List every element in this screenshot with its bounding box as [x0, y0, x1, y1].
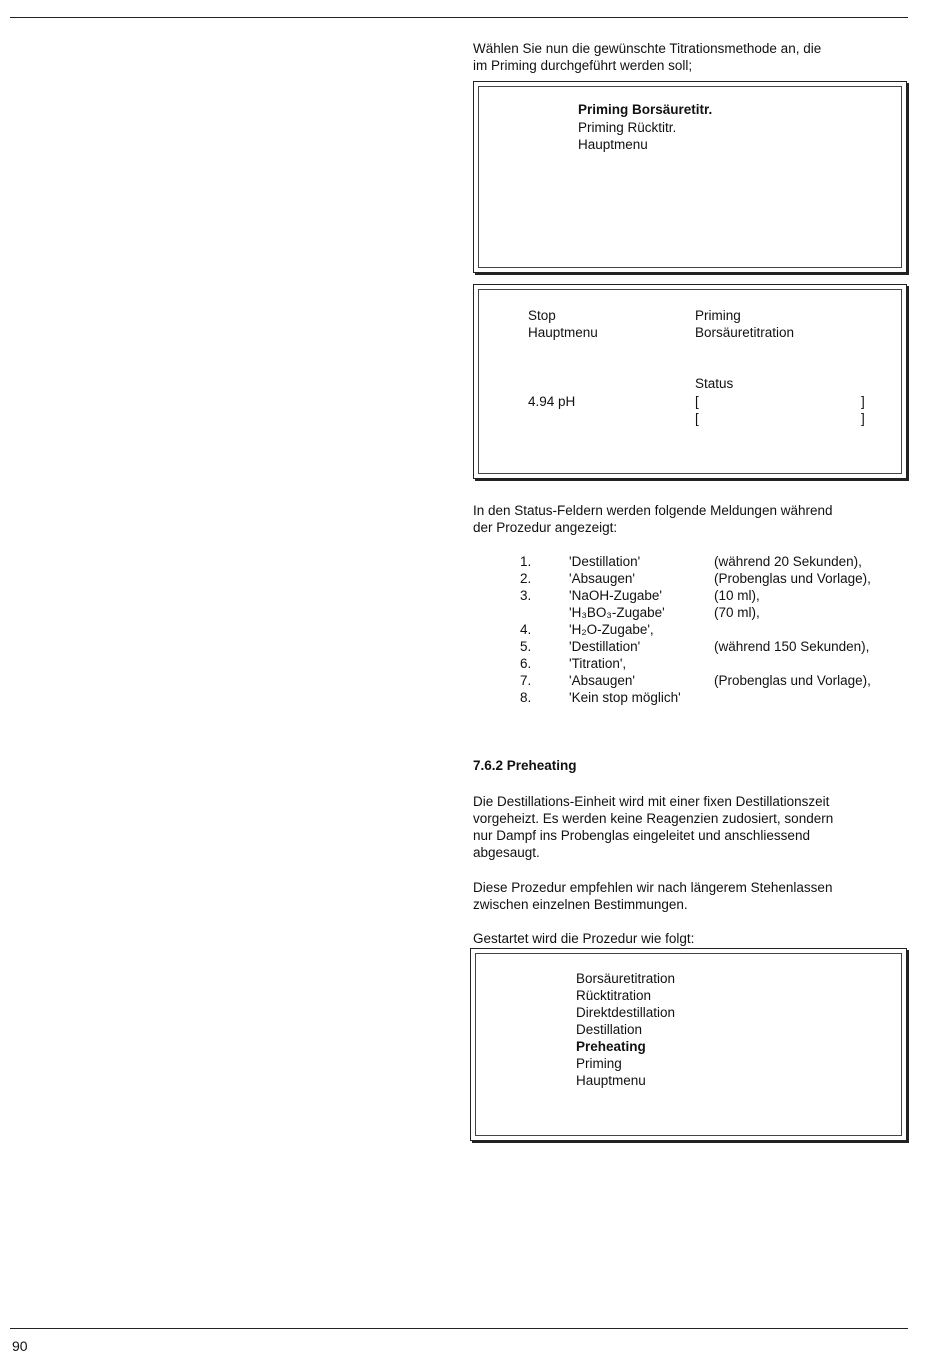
list-message: 'Absaugen': [569, 673, 635, 688]
menu-item-ruecktitration[interactable]: Rücktitration: [576, 988, 652, 1003]
screen-inner-frame: [475, 953, 902, 1136]
list-item: [520, 604, 910, 621]
ph-readout: 4.94 pH: [528, 394, 576, 409]
list-note: (70 ml),: [714, 605, 760, 620]
list-number: 5.: [520, 639, 532, 654]
list-number: 6.: [520, 656, 532, 671]
list-item: [520, 655, 910, 672]
status-intro-line-2: der Prozedur angezeigt:: [473, 520, 618, 535]
intro-paragraph: [473, 40, 913, 74]
list-number: 1.: [520, 554, 532, 569]
bottom-rule: [10, 1328, 908, 1329]
intro-line-1: Wählen Sie nun die gewünschte Titrationsmethode an, die: [473, 41, 822, 56]
list-note: (Probenglas und Vorlage),: [714, 673, 871, 688]
intro-line-2: im Priming durchgeführt werden soll;: [473, 58, 693, 73]
status-field-1-close: ]: [861, 394, 865, 409]
menu-item-priming-borsaeuretitr[interactable]: Priming Borsäuretitr.: [578, 102, 713, 117]
list-message: 'Destillation': [569, 639, 641, 654]
method-selection-screen: [470, 948, 907, 1141]
menu-item-priming-ruecktitr[interactable]: Priming Rücktitr.: [578, 120, 677, 135]
status-intro-paragraph: [473, 502, 913, 536]
list-number: 8.: [520, 690, 532, 705]
procedure-title: Priming: [695, 308, 741, 323]
preheating-paragraph-2: [473, 879, 913, 913]
list-item: [520, 689, 910, 706]
paragraph-line: Gestartet wird die Prozedur wie folgt:: [473, 931, 695, 946]
list-item: [520, 570, 910, 587]
menu-item-direktdestillation[interactable]: Direktdestillation: [576, 1005, 676, 1020]
list-number: 7.: [520, 673, 532, 688]
status-label: Status: [695, 376, 734, 391]
list-note: (während 150 Sekunden),: [714, 639, 870, 654]
menu-item-hauptmenu[interactable]: Hauptmenu: [578, 137, 648, 152]
list-item: [520, 587, 910, 604]
preheating-paragraph-1: [473, 793, 913, 861]
paragraph-line: Diese Prozedur empfehlen wir nach längerem Stehenlassen: [473, 880, 833, 895]
page-number: 90: [12, 1338, 28, 1354]
status-field-1-open: [: [695, 394, 699, 409]
list-message: 'H₃BO₃-Zugabe': [569, 605, 665, 620]
paragraph-line: vorgeheizt. Es werden keine Reagenzien zudosiert, sondern: [473, 811, 834, 826]
list-message: 'Absaugen': [569, 571, 635, 586]
list-note: (10 ml),: [714, 588, 760, 603]
list-message: 'Destillation': [569, 554, 641, 569]
status-field-2-open: [: [695, 411, 699, 426]
list-message: 'Titration',: [569, 656, 627, 671]
list-note: (während 20 Sekunden),: [714, 554, 862, 569]
priming-selection-screen: [473, 81, 907, 273]
paragraph-line: abgesaugt.: [473, 845, 540, 860]
list-note: (Probenglas und Vorlage),: [714, 571, 871, 586]
paragraph-line: nur Dampf ins Probenglas eingeleitet und anschliessend: [473, 828, 810, 843]
paragraph-line: Die Destillations-Einheit wird mit einer fixen Destillationszeit: [473, 794, 830, 809]
softkey-hauptmenu[interactable]: Hauptmenu: [528, 325, 598, 340]
list-message: 'H₂O-Zugabe',: [569, 622, 654, 637]
paragraph-line: zwischen einzelnen Bestimmungen.: [473, 897, 688, 912]
status-intro-line-1: In den Status-Feldern werden folgende Meldungen während: [473, 503, 833, 518]
priming-status-screen: [473, 284, 907, 479]
list-number: 2.: [520, 571, 532, 586]
list-item: [520, 672, 910, 689]
list-item: [520, 621, 910, 638]
list-item: [520, 638, 910, 655]
list-item: [520, 553, 910, 570]
menu-item-priming[interactable]: Priming: [576, 1056, 622, 1071]
list-message: 'NaOH-Zugabe': [569, 588, 662, 603]
softkey-stop[interactable]: Stop: [528, 308, 556, 323]
section-heading: 7.6.2 Preheating: [473, 758, 577, 773]
list-number: 4.: [520, 622, 532, 637]
status-field-2-close: ]: [861, 411, 865, 426]
menu-item-preheating[interactable]: Preheating: [576, 1039, 646, 1054]
list-number: 3.: [520, 588, 532, 603]
preheating-paragraph-3: [473, 930, 913, 947]
procedure-method: Borsäuretitration: [695, 325, 795, 340]
menu-item-borsaeuretitration[interactable]: Borsäuretitration: [576, 971, 676, 986]
list-message: 'Kein stop möglich': [569, 690, 681, 705]
top-rule: [10, 17, 908, 18]
menu-item-destillation[interactable]: Destillation: [576, 1022, 643, 1037]
menu-item-hauptmenu[interactable]: Hauptmenu: [576, 1073, 646, 1088]
